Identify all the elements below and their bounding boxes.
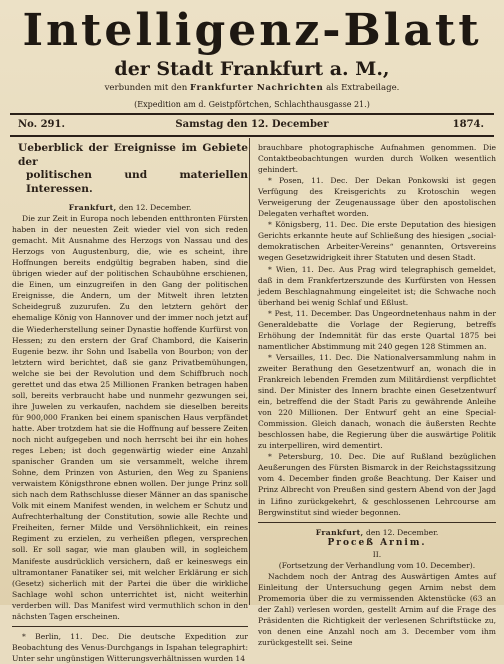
expedition-line: (Expedition am d. Geistpförtchen, Schlachthausgasse 21.) xyxy=(134,100,370,109)
overview-heading-line1: Ueberblick der Ereignisse im Gebiete der xyxy=(18,142,248,168)
left-column xyxy=(12,142,248,663)
posen-report: * Posen, 11. Dec. Der Dekan Ponkowski ist gegen Verfügung des Kreisgerichts zu Krotoschin wegen Verweigerung der Zeugenaussage über den apostolischen Delegaten verhaftet worden. xyxy=(258,176,496,219)
issue-year: 1874. xyxy=(452,119,484,130)
process-subtitle: (Fortsetzung der Verhandlung vom 10. December). xyxy=(278,560,476,570)
overview-body: Die zur Zeit in Europa noch lebenden entthronten Fürsten haben in der neuesten Zeit wieder viel von sich reden gemacht. Mit Ausnahme des Herzogs von Nassau und des Herzogs von Augustenburg, die, wie es scheint, ihre Hoffnungen bereits endgültig begraben haben, sind die übrigen wieder auf der politischen Schaubühne erschienen, die Einen, um einzugreifen in den Gang der politischen Ereignisse, die Andern, um der Mitwelt ihren letzten Scheidegruß zuzurufen. Zu den letztern gehört der ehemalige König von Hannover und der immer noch jetzt auf die Wiederherstellung seiner Dynastie hoffende Kurfürst von Hessen; zu den erstern der Graf Chambord, die Kaiserin Eugenie bezw. ihr Sohn und Isabella von Bourbon; von der letztern wird berichtet, daß sie ganz Privatbemühungen, welche sie bei der Revolution und dem Schiffbruch noch gerettet und das etwa 25 Millionen Franken betragen haben soll, bereits verbraucht habe und nunmehr gezwungen sei, ihre Juwelen zu verkaufen, nachdem sie dieselben bereits für 900,000 Franken bei einem spanischen Haus verpfändet hatte. Aber trotzdem hat sie die Hoffnung auf bessere Zeiten noch nicht aufgegeben und noch herrscht bei ihr ein hohes reges Leben; ist doch gegenwärtig wieder eine Anzahl spanischer Granden um sie versammelt, welche ihrem Sohne, dem Prinzen von Asturien, den Weg zu Spaniens verwaistem Königsthrone ebnen wollen. Der junge Prinz soll sich nach dem Rathschlusse dieser Männer an das spanische Volk mit einem Manifest wenden, in welchem er Schutz und Aufrechterhaltung der Constitution, sowie alle Rechte und Freiheiten, ferner Milde und Versöhnlichkeit, ein reines Regiment zu erzielen, zu verheißen pflegen, versprechen soll. Er soll sagar, wie man glauben will, in sogleichem Manifeste ausdrücklich versichern, daß er keineswegs ein ultramontaner Fanatiker sei, mit welcher Erklärung er sich (Gesetz) sicherlich mit der Partei die über die wirkliche Sachlage wohl schon unterrichtet ist, nicht weiterhin verderben will. Das Manifest wird vermuthlich schon in den nächsten Tagen erscheinen. xyxy=(12,214,248,621)
frankfurt-date-2: den 12. December. xyxy=(366,527,439,537)
masthead: Intelligenz-Blatt xyxy=(22,5,482,56)
koenigsberg-report: * Königsberg, 11. Dec. Die erste Deputation des hiesigen Gerichts erkannte heute auf Schließung des hiesigen „social-demokratischen Arbeiter-Vereins“ genannten, Ortsvereins wegen Gesetzwidrigkeit ihrer Statuten und desen Stadt. xyxy=(258,220,496,263)
column-divider xyxy=(249,138,250,605)
petersburg-report: * Petersburg, 10. Dec. Die auf Rußland bezüglichen Aeußerungen des Fürsten Bismarck in der Reichstagssitzung vom 4. December finden große Beachtung. Der Kaiser und Prinz Albrecht von Preußen sind gestern Abend von der Jagd in Lifino zurückgekehrt, & geschlossenen Lehrcourse am Bergwinstitut sind wieder begonnen. xyxy=(258,452,496,517)
affiliation-prefix: verbunden mit den xyxy=(104,83,188,93)
frankfurt-date: den 12. December. xyxy=(119,203,192,212)
berlin-continued: brauchbare photographische Aufnahmen genommen. Die Contaktbeobachtungen wurden durch Wolken wesentlich gehindert. xyxy=(258,143,496,175)
header-rule-bottom xyxy=(10,135,494,137)
section-separator xyxy=(258,522,496,523)
frankfurt-place: Frankfurt, xyxy=(68,203,117,212)
frankfurt-place-2: Frankfurt, xyxy=(315,527,364,537)
issue-number: No. 291. xyxy=(18,119,65,130)
wien-report: * Wien, 11. Dec. Aus Prag wird telegraphisch gemeldet, daß in dem Frankfertzerszunde des Kurfürsten von Hessen jedem Beschlagnahmung eingeleitet ist; die Schwache noch überhand bei wenig Schlaf und Eßlust. xyxy=(258,264,496,307)
subtitle: der Stadt Frankfurt a. M., xyxy=(114,58,390,80)
process-title: Proceß Arnim. xyxy=(327,537,427,548)
versailles-report: * Versailles, 11. Dec. Die Nationalversammlung nahm in zweiter Berathung den Gesetzentwurf an, wonach die in Frankreich lebenden Fremden zum Militärdienst verpflichtet sind. Der Minister des Innern brachte einen Gesetzentwurf ein, betreffend die der Stadt Paris zu gewährende Anleihe von 220 Millionen. Der Entwurf geht an eine Special-Commission. Gleich danach, wonach die äußersten Rechte beschlossen habe, die Regierung über die auswärtige Politik zu interpelliren, wird dementirt. xyxy=(258,352,496,451)
affiliation-paper: Frankfurter Nachrichten xyxy=(189,83,324,93)
article-separator xyxy=(12,626,248,627)
affiliation-line xyxy=(0,83,504,94)
frankfurt-dateline-2 xyxy=(258,527,496,538)
overview-heading xyxy=(12,142,248,196)
process-roman: II. xyxy=(372,549,382,559)
berlin-report: * Berlin, 11. Dec. Die deutsche Expedition zur Beobachtung des Venus-Durchgangs in Ispahan telegraphirt: Unter sehr ungünstigen Witterungsverhältnissen wurden 14 xyxy=(12,631,248,663)
frankfurt-dateline xyxy=(12,202,248,213)
header-rule-top xyxy=(10,113,494,115)
affiliation-suffix: als Extrabeilage. xyxy=(326,83,400,93)
issue-dateline xyxy=(10,117,494,133)
pest-report: * Pest, 11. December. Das Ungeordnetenhaus nahm in der Generaldebatte die Vorlage der Regierung, betreffs Erhöhung der Indemnität für das erste Quartal 1875 bei namentlicher Abstimmung mit 240 gegen 128 Stimmen an. xyxy=(258,308,496,351)
process-body: Nachdem noch der Antrag des Auswärtigen Amtes auf Einleitung der Untersuchung gegen Arnim nebst dem Promemoria über die zu vermissenden Aktenstücke (63 an der Zahl) verlesen worden, gestellt Arnim auf die Frage des Präsidenten die Richtigkeit der verlesenen Schriftstücke zu, von denen eine Anzahl noch am 3. December vom ihm zurückgestellt sei. Seine xyxy=(258,571,496,648)
right-column xyxy=(258,142,496,648)
issue-date: Samstag den 12. December xyxy=(175,119,329,130)
overview-heading-line2: politischen und materiellen Interessen. xyxy=(26,169,248,195)
